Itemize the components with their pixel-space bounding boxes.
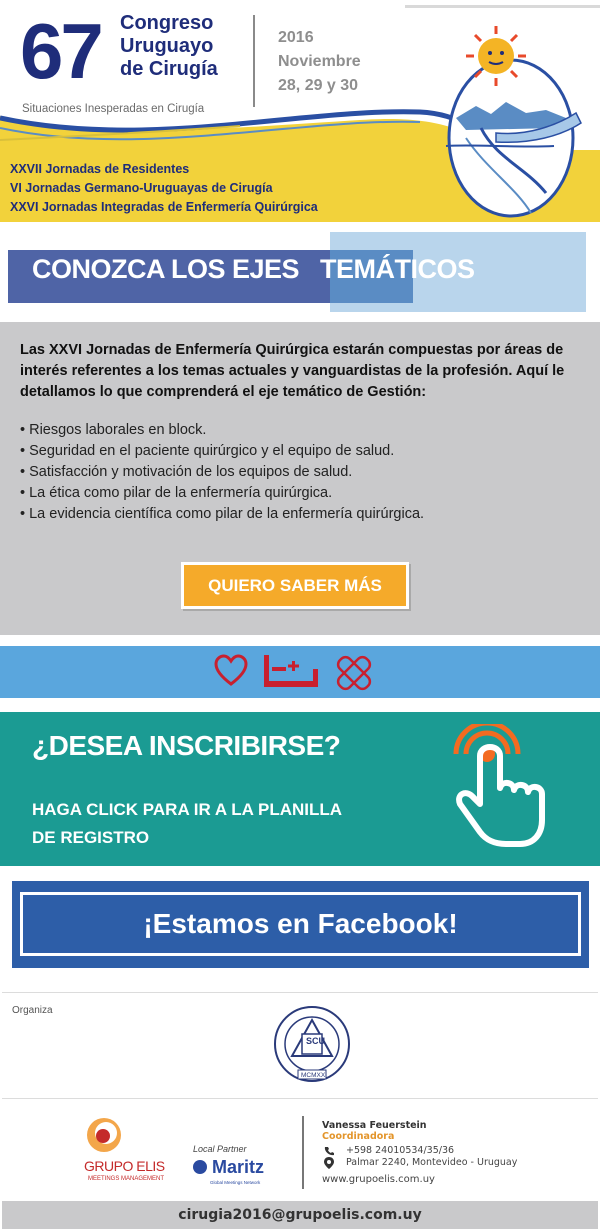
info-intro-text: Las XXVI Jornadas de Enfermería Quirúrgica estarán compuestas por áreas de interés referentes a los temas actuales y vanguardistas de la profesión. Aquí le detallamos lo que comprenderá el eje temático de Gestión: [20,342,565,400]
register-subtitle-line: HAGA CLICK PARA IR A LA PLANILLA [32,800,343,819]
list-item: • La ética como pilar de la enfermería quirúrgica. [20,483,595,504]
local-partner-label: Local Partner [193,1144,247,1154]
contact-address: Palmar 2240, Montevideo - Uruguay [346,1157,518,1168]
date-days: 28, 29 y 30 [278,77,359,94]
contact-role: Coordinadora [322,1131,395,1142]
register-title: ¿DESEA INSCRIBIRSE? [32,730,341,761]
heart-icon [213,653,249,689]
jornada-item: VI Jornadas Germano-Uruguayas de Cirugía [10,181,273,195]
congress-number: 67 [20,7,101,95]
partner-subtitle: Global Meetings Network [210,1180,261,1185]
date-year: 2016 [278,29,314,46]
grupo-elis-logo-icon [84,1115,124,1155]
email-link[interactable]: cirugia2016@grupoelis.com.uy [178,1207,422,1223]
congress-subtitle: Situaciones Inesperadas en Cirugía [22,103,205,115]
congress-title-line: Congreso [120,12,214,34]
ejes-tematicos-banner [0,232,600,312]
bandage-icon [334,653,374,693]
facebook-button[interactable] [12,881,589,968]
register-subtitle [32,796,342,852]
list-item: • Seguridad en el paciente quirúrgico y el equipo de salud. [20,441,595,462]
contact-section [2,1098,598,1196]
jornada-item: XXVII Jornadas de Residentes [10,162,190,176]
header-divider [253,15,255,107]
facebook-button-label: ¡Estamos en Facebook! [143,908,458,939]
quiero-saber-mas-button[interactable]: QUIERO SABER MÁS [181,562,409,609]
seal-letter-s: SCU [306,1036,326,1046]
pointer-hand-icon [438,724,558,854]
header-banner [0,0,600,222]
organiza-section [2,992,598,1098]
jornadas-list [10,160,318,217]
info-section [0,322,600,635]
jornada-item: XXVI Jornadas Integradas de Enfermería Quirúrgica [10,200,318,214]
facebook-button-frame [20,892,581,956]
congress-title [120,12,218,81]
contact-name: Vanessa Feuerstein [322,1120,427,1131]
congress-title-line: de Cirugía [120,58,218,80]
contact-phone: +598 24010534/35/36 [346,1145,455,1156]
register-cta[interactable] [0,712,600,866]
organiza-label: Organiza [12,1005,53,1016]
contact-divider [302,1116,304,1189]
topics-list [20,420,595,525]
email-bar [2,1201,598,1229]
scu-seal-logo [272,994,352,1094]
seal-year: MCMXX [301,1072,326,1079]
congress-dates [278,26,361,98]
website-link[interactable]: www.grupoelis.com.uy [322,1174,435,1185]
list-item: • Riesgos laborales en block. [20,420,595,441]
partner-name-text: Maritz [212,1157,265,1177]
register-subtitle-line: DE REGISTRO [32,828,150,847]
phone-icon [324,1146,334,1156]
date-month: Noviembre [278,53,361,70]
location-pin-icon [324,1157,334,1169]
company-subtitle: MEETINGS MANAGEMENT [88,1176,165,1182]
list-item: • La evidencia científica como pilar de la enfermería quirúrgica. [20,504,595,525]
globe-icon [193,1160,207,1174]
company-name: GRUPO ELIS [84,1158,165,1174]
icon-bar [0,646,600,698]
congress-title-line: Uruguayo [120,35,214,57]
list-item: • Satisfacción y motivación de los equipos de salud. [20,462,595,483]
partner-name [193,1157,264,1178]
ejes-banner-title: CONOZCA LOS EJES TEMÁTICOS [32,254,475,284]
congress-logo-illustration [436,18,586,218]
hospital-bed-icon [262,653,320,689]
